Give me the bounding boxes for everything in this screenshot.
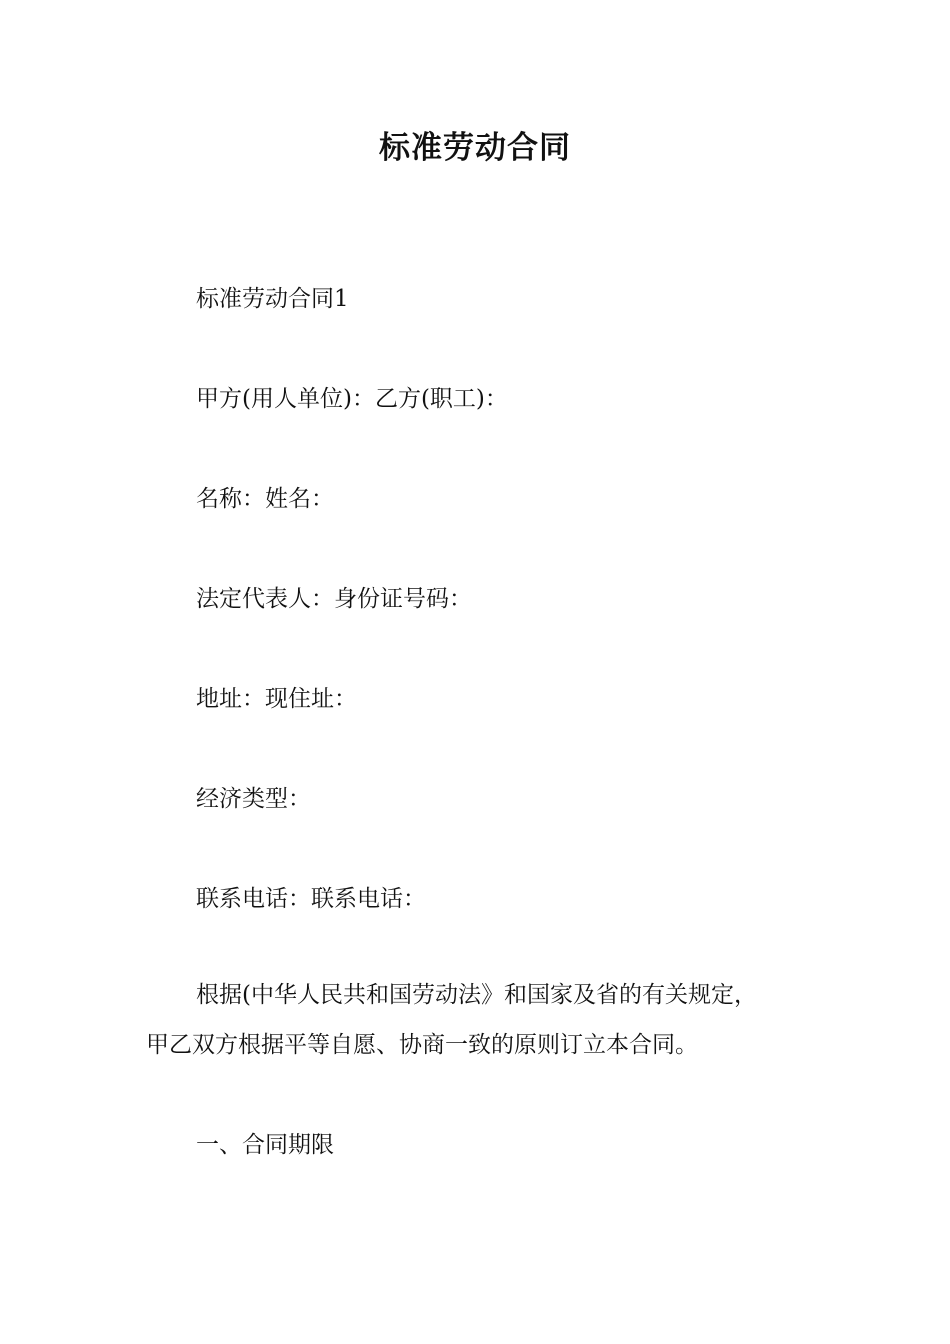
economic-type-line: 经济类型：	[196, 786, 311, 812]
preamble-paragraph	[146, 970, 836, 1070]
section-heading: 一、合同期限	[196, 1132, 334, 1158]
contract-subtitle: 标准劳动合同1	[196, 286, 349, 312]
legal-rep-line: 法定代表人：身份证号码：	[196, 586, 472, 612]
preamble-line-1: 根据(中华人民共和国劳动法》和国家及省的有关规定，	[196, 982, 757, 1008]
document-title: 标准劳动合同	[379, 130, 571, 166]
address-line: 地址：现住址：	[196, 686, 357, 712]
party-header-line: 甲方(用人单位)：乙方(职工)：	[196, 386, 508, 412]
phone-line: 联系电话：联系电话：	[196, 886, 426, 912]
preamble-line-2: 甲乙双方根据平等自愿、协商一致的原则订立本合同。	[146, 1032, 698, 1058]
name-line: 名称：姓名：	[196, 486, 334, 512]
